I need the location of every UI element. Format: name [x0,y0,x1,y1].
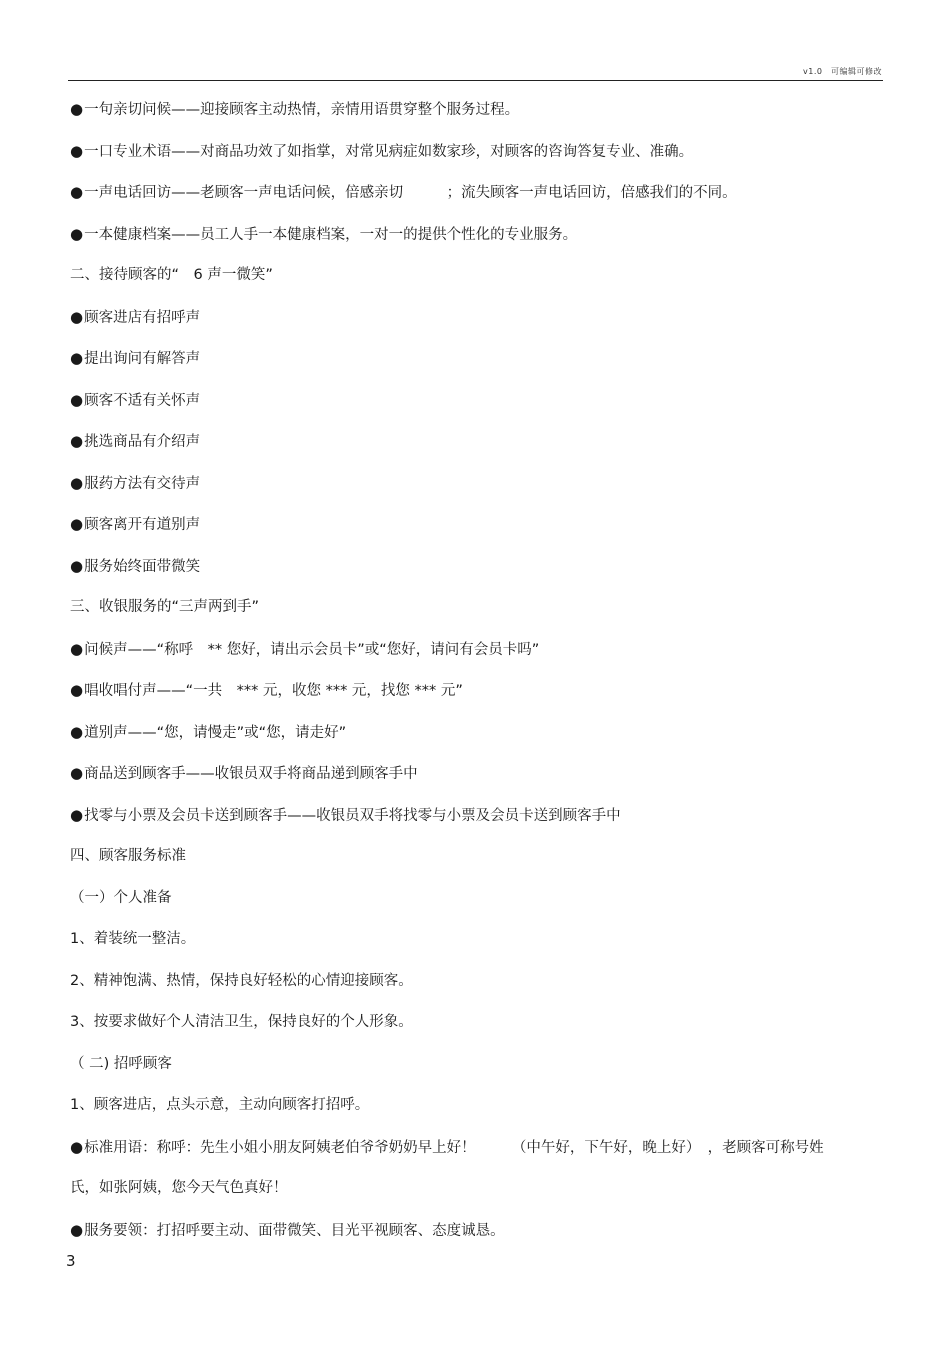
line-text: 道别声——“您，请慢走”或“您，请走好” [84,724,347,741]
text-line [70,1002,880,1044]
line-text: 顾客进店有招呼声 [84,309,201,326]
bullet-icon: ● [70,1220,84,1239]
bullet-line [70,338,880,380]
bullet-icon: ● [70,141,84,160]
line-text: 3、按要求做好个人清洁卫生，保持良好的个人形象。 [70,1014,413,1030]
bullet-line [70,712,880,754]
bullet-line [70,629,880,671]
bullet-icon: ● [70,1137,84,1156]
bullet-icon: ● [70,556,84,575]
bullet-icon: ● [70,432,84,450]
document-body [70,89,880,1251]
bullet-line [70,504,880,546]
bullet-line [70,1210,880,1252]
line-text: 二、接待顾客的“ 6 声一微笑” [70,267,273,283]
line-text: 一口专业术语——对商品功效了如指掌，对常见病症如数家珍，对顾客的咨询答复专业、准确。 [84,143,694,160]
bullet-icon: ● [70,515,84,533]
bullet-icon: ● [70,183,84,201]
bullet-line [70,795,880,837]
line-text: 唱收唱付声——“一共 *** 元，收您 *** 元，找您 *** 元” [84,683,463,699]
line-text: 商品送到顾客手——收银员双手将商品递到顾客手中 [84,766,418,782]
bullet-line [70,753,880,795]
text-line [70,878,880,920]
line-text: 三、收银服务的“三声两到手” [70,599,260,615]
bullet-icon: ● [70,764,84,782]
text-line [70,1085,880,1127]
line-text: 服务始终面带微笑 [84,558,201,575]
text-line [70,919,880,961]
line-text: 一声电话回访——老顾客一声电话问候，倍感亲切 ；流失顾客一声电话回访，倍感我们的不同。 [84,185,737,201]
text-line [70,1168,880,1210]
line-text: 四、顾客服务标准 [70,848,186,864]
line-text: 标准用语：称呼：先生小姐小朋友阿姨老伯爷爷奶奶早上好！ （中午好，下午好，晚上好） ，老顾客可称号姓 [84,1139,824,1156]
bullet-icon: ● [70,805,84,824]
line-text: 氏，如张阿姨，您今天气色真好！ [70,1180,288,1196]
bullet-line [70,380,880,422]
line-text: 顾客离开有道别声 [84,517,201,533]
text-line [70,961,880,1003]
bullet-line [70,89,880,131]
page-number: 3 [66,1252,76,1270]
bullet-icon: ● [70,681,84,699]
line-text: 1、顾客进店，点头示意，主动向顾客打招呼。 [70,1097,370,1113]
line-text: 一本健康档案——员工人手一本健康档案，一对一的提供个性化的专业服务。 [84,226,578,243]
bullet-icon: ● [70,473,84,492]
bullet-line [70,214,880,256]
bullet-icon: ● [70,100,84,118]
bullet-icon: ● [70,722,84,741]
bullet-icon: ● [70,307,84,326]
line-text: 1、着装统一整洁。 [70,931,196,947]
line-text: 找零与小票及会员卡送到顾客手——收银员双手将找零与小票及会员卡送到顾客手中 [84,807,621,824]
line-text: 提出询问有解答声 [84,351,201,367]
line-text: （一）个人准备 [70,889,172,906]
bullet-icon: ● [70,390,84,409]
text-line [70,1044,880,1086]
text-line [70,255,880,297]
bullet-line [70,131,880,173]
bullet-line [70,297,880,339]
bullet-line [70,670,880,712]
line-text: 挑选商品有介绍声 [84,434,201,450]
bullet-icon: ● [70,349,84,367]
text-line [70,587,880,629]
bullet-line [70,1127,880,1169]
line-text: 一句亲切问候——迎接顾客主动热情，亲情用语贯穿整个服务过程。 [84,102,520,118]
bullet-icon: ● [70,224,84,243]
line-text: 服务要领：打招呼要主动、面带微笑、目光平视顾客、态度诚恳。 [84,1222,505,1239]
bullet-line [70,421,880,463]
line-text: 服药方法有交待声 [84,475,201,492]
line-text: 2、精神饱满、热情，保持良好轻松的心情迎接顾客。 [70,972,413,989]
line-text: 顾客不适有关怀声 [84,392,201,409]
bullet-line [70,172,880,214]
text-line [70,836,880,878]
bullet-line [70,463,880,505]
header-divider [68,80,883,81]
header-version-note: v1.0 可编辑可修改 [803,67,882,76]
line-text: （ 二) 招呼顾客 [70,1055,172,1072]
bullet-icon: ● [70,639,84,658]
bullet-line [70,546,880,588]
line-text: 问候声——“称呼 ** 您好，请出示会员卡”或“您好，请问有会员卡吗” [84,641,540,658]
